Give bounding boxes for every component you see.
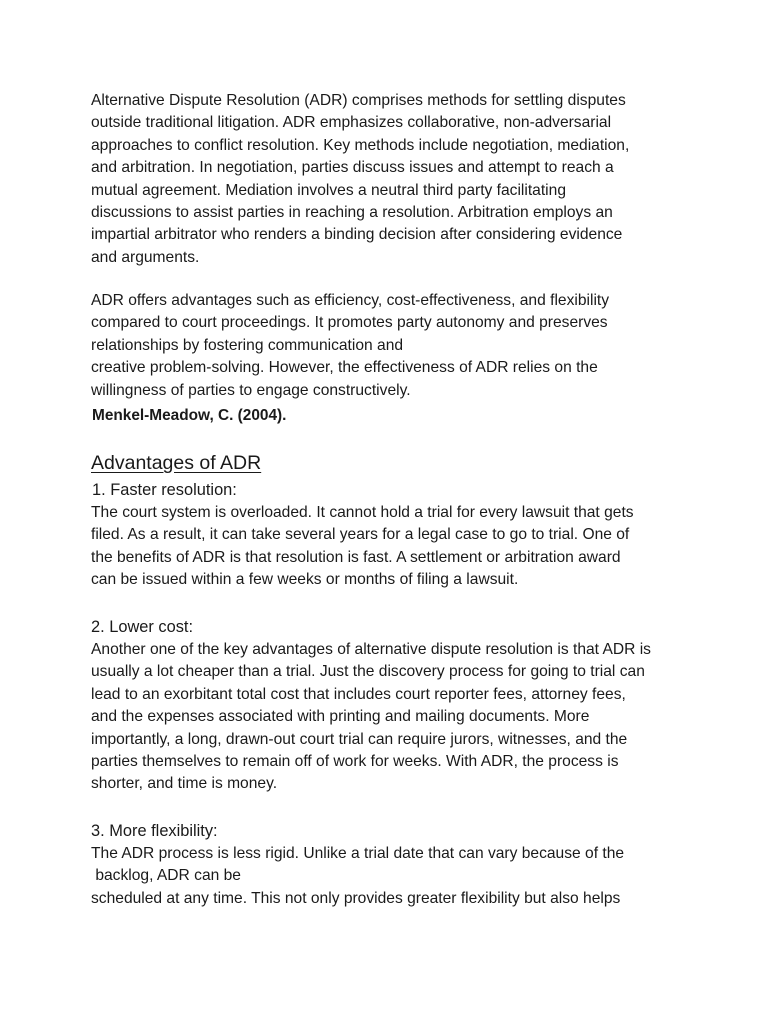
text-line: the benefits of ADR is that resolution is fast. A settlement or arbitration award <box>91 548 621 566</box>
text-line: scheduled at any time. This not only provides greater flexibility but also helps <box>91 889 621 907</box>
text-line: outside traditional litigation. ADR emphasizes collaborative, non-adversarial <box>91 114 612 132</box>
text-line: compared to court proceedings. It promotes party autonomy and preserves <box>91 314 608 332</box>
text-line: mutual agreement. Mediation involves a neutral third party facilitating <box>91 181 566 199</box>
subheading-faster-resolution: 1. Faster resolution: <box>92 481 237 499</box>
citation: Menkel-Meadow, C. (2004). <box>92 407 287 424</box>
text-line: lead to an exorbitant total cost that includes court reporter fees, attorney fees, <box>91 685 626 703</box>
text-line: and arbitration. In negotiation, parties discuss issues and attempt to reach a <box>91 159 614 177</box>
section-faster-resolution <box>91 502 691 592</box>
text-line: backlog, ADR can be <box>91 867 241 885</box>
subheading-lower-cost: 2. Lower cost: <box>91 618 194 636</box>
text-line: filed. As a result, it can take several years for a legal case to go to trial. One of <box>91 526 630 544</box>
text-line: usually a lot cheaper than a trial. Just the discovery process for going to trial can <box>91 663 645 681</box>
text-line: relationships by fostering communication and <box>91 336 404 354</box>
subheading-more-flexibility: 3. More flexibility: <box>91 822 218 840</box>
text-line: discussions to assist parties in reaching a resolution. Arbitration employs an <box>91 204 613 222</box>
text-line: Alternative Dispute Resolution (ADR) comprises methods for settling disputes <box>91 92 626 109</box>
intro-paragraph-2 <box>91 290 691 402</box>
text-line: parties themselves to remain off of work for weeks. With ADR, the process is <box>91 753 619 771</box>
text-line: The court system is overloaded. It cannot hold a trial for every lawsuit that gets <box>91 504 634 521</box>
text-line: ADR offers advantages such as efficiency, cost-effectiveness, and flexibility <box>91 292 610 309</box>
section-heading: Advantages of ADR <box>91 452 262 474</box>
text-line: willingness of parties to engage constructively. <box>91 381 411 399</box>
text-line: can be issued within a few weeks or months of filing a lawsuit. <box>91 571 519 589</box>
section-lower-cost <box>91 639 691 796</box>
text-line: The ADR process is less rigid. Unlike a trial date that can vary because of the <box>91 845 625 862</box>
intro-paragraph-1 <box>91 90 691 269</box>
text-line: and the expenses associated with printing and mailing documents. More <box>91 708 590 726</box>
text-line: importantly, a long, drawn-out court trial can require jurors, witnesses, and the <box>91 730 628 748</box>
text-line: shorter, and time is money. <box>91 775 278 793</box>
text-line: Another one of the key advantages of alternative dispute resolution is that ADR is <box>91 641 651 658</box>
text-line: approaches to conflict resolution. Key methods include negotiation, mediation, <box>91 136 630 154</box>
text-line: and arguments. <box>91 248 200 266</box>
section-more-flexibility <box>91 843 691 910</box>
text-line: creative problem-solving. However, the effectiveness of ADR relies on the <box>91 359 598 377</box>
text-line: impartial arbitrator who renders a binding decision after considering evidence <box>91 226 623 244</box>
